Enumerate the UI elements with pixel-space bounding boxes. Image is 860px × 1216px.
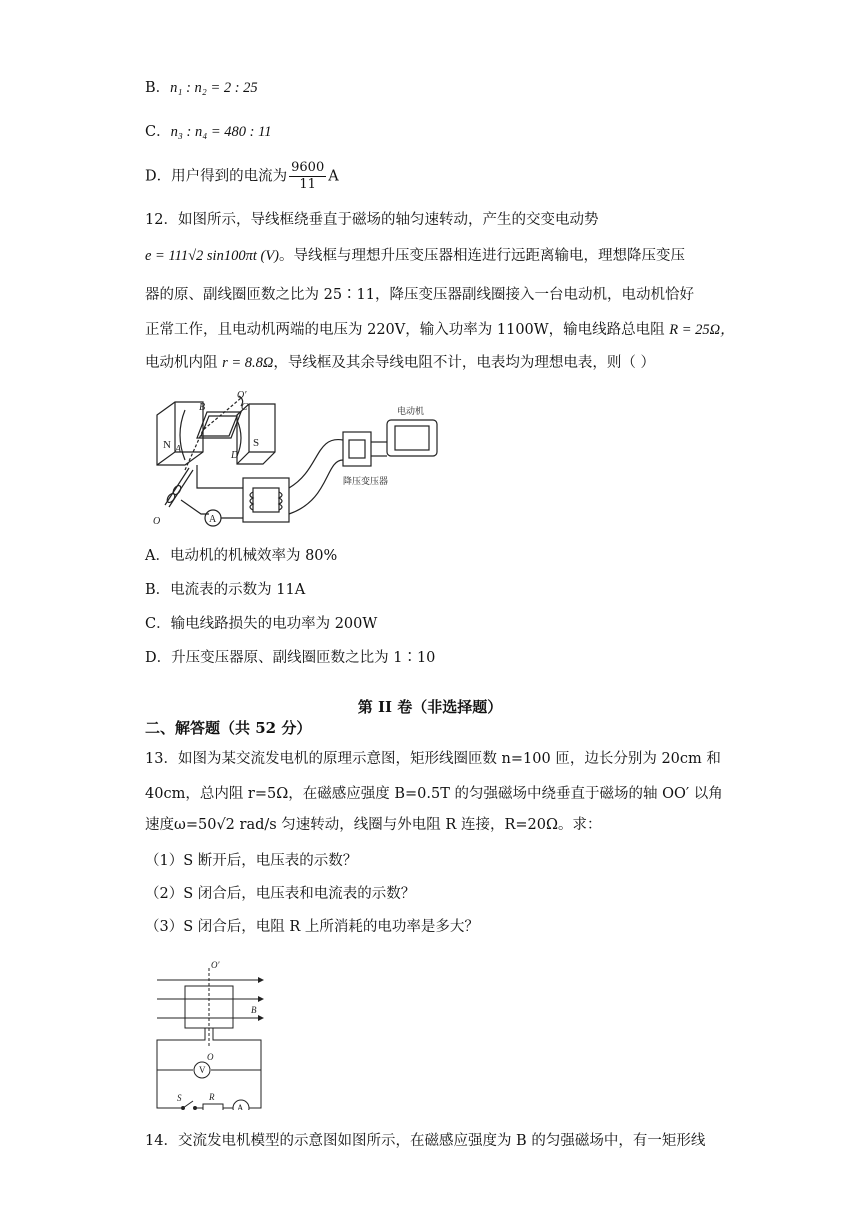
- option-label: D．: [145, 168, 172, 185]
- option-text: 用户得到的电流为: [171, 168, 288, 185]
- label-s: S: [177, 1093, 182, 1103]
- q12-stem-line2: [145, 246, 685, 266]
- option-unit: A: [328, 168, 339, 185]
- coil: [185, 986, 233, 1028]
- label-o-prime: O′: [211, 960, 220, 970]
- q13-subquestion-1: （1）S 断开后，电压表的示数？: [145, 853, 358, 869]
- q12-stem-line3: 器的原、副线圈匝数之比为 25∶11，降压变压器副线圈接入一台电动机，电动机恰好: [145, 287, 695, 303]
- label-o-prime: O′: [237, 390, 247, 401]
- voltmeter-label: V: [199, 1065, 206, 1075]
- q12-stem-line5: [145, 353, 655, 373]
- label-a: A: [175, 444, 182, 455]
- fraction: [289, 160, 326, 193]
- pole-n-label: N: [163, 439, 171, 451]
- label-o: O: [153, 516, 161, 527]
- q12-option-b: B．电流表的示数为 11A: [145, 582, 306, 598]
- stem-text: rad/s 匀速转动，线圈与外电阻 R 连接，R=20Ω。求：: [234, 817, 602, 833]
- label-b: B: [199, 402, 206, 413]
- stem-text: 正常工作，且电动机两端的电压为 220V，输入功率为 1100W，输电线路总电阻: [145, 322, 670, 338]
- sqrt-value: √2: [216, 817, 235, 833]
- stem-text: ，导线框及其余导线电阻不计，电表均为理想电表，则（ ）: [273, 355, 656, 371]
- q12-option-d: D．升压变压器原、副线圈匝数之比为 1∶10: [145, 650, 436, 666]
- option-math: n₁ : n₂ = 2 : 25: [170, 80, 258, 96]
- q11-option-c: [145, 122, 272, 142]
- internal-resistance: r = 8.8Ω: [222, 355, 274, 371]
- transformer-label: 降压变压器: [343, 477, 389, 487]
- stem-text: 电动机内阻: [145, 355, 223, 371]
- option-math: n₃ : n₄ = 480 : 11: [170, 124, 272, 140]
- q13-generator-figure: [145, 958, 275, 1110]
- q12-option-a: A．电动机的机械效率为 80%: [145, 548, 338, 564]
- resistance-value: R = 25Ω，: [669, 322, 735, 338]
- q14-stem-line1: 14．交流发电机模型的示意图如图所示，在磁感应强度为 B 的匀强磁场中，有一矩形线: [145, 1133, 706, 1149]
- q12-stem-line4: [145, 320, 735, 340]
- option-label: B．: [145, 80, 171, 96]
- q13-subquestion-3: （3）S 闭合后，电阻 R 上所消耗的电功率是多大？: [145, 919, 479, 935]
- fraction-numerator: 9600: [291, 160, 325, 175]
- ammeter-label: A: [237, 1103, 244, 1110]
- step-down-transformer: [343, 432, 371, 466]
- stem-text: 速度ω=50: [145, 817, 217, 833]
- emf-formula: e = 111√2 sin100πt (V): [145, 248, 280, 264]
- motor-label: 电动机: [397, 407, 425, 417]
- switch: [183, 1101, 193, 1108]
- q12-stem-line1: 12．如图所示，导线框绕垂直于磁场的轴匀速转动，产生的交变电动势: [145, 212, 599, 228]
- pole-s-label: S: [253, 437, 260, 449]
- section-heading: 二、解答题（共 52 分）: [145, 719, 312, 737]
- option-label: C．: [145, 124, 171, 140]
- q11-option-b: [145, 78, 258, 98]
- magnet-s: [237, 404, 275, 464]
- label-o: O: [207, 1052, 214, 1062]
- ammeter-label: A: [209, 514, 217, 525]
- label-d: D: [231, 450, 239, 461]
- stem-text: 。导线框与理想升压变压器相连进行远距离输电，理想降压变压: [279, 248, 686, 264]
- label-b: B: [251, 1005, 257, 1015]
- q12-generator-figure: [145, 390, 475, 530]
- label-r: R: [209, 1092, 215, 1102]
- q13-subquestion-2: （2）S 闭合后，电压表和电流表的示数？: [145, 886, 416, 902]
- q13-stem-line2: 40cm，总内阻 r=5Ω，在磁感应强度 B=0.5T 的匀强磁场中绕垂直于磁场的轴 OO′ 以角: [145, 786, 723, 802]
- resistor: [203, 1104, 223, 1110]
- label-c: C: [241, 402, 248, 413]
- q11-option-d: [145, 160, 339, 193]
- q13-stem-line3: [145, 815, 601, 835]
- fraction-denominator: 11: [299, 177, 316, 192]
- q13-stem-line1: 13．如图为某交流发电机的原理示意图，矩形线圈匝数 n=100 匝，边长分别为 20cm 和: [145, 751, 721, 767]
- q12-option-c: C．输电线路损失的电功率为 200W: [145, 616, 378, 632]
- part2-title: 第 II 卷（非选择题）: [357, 698, 503, 716]
